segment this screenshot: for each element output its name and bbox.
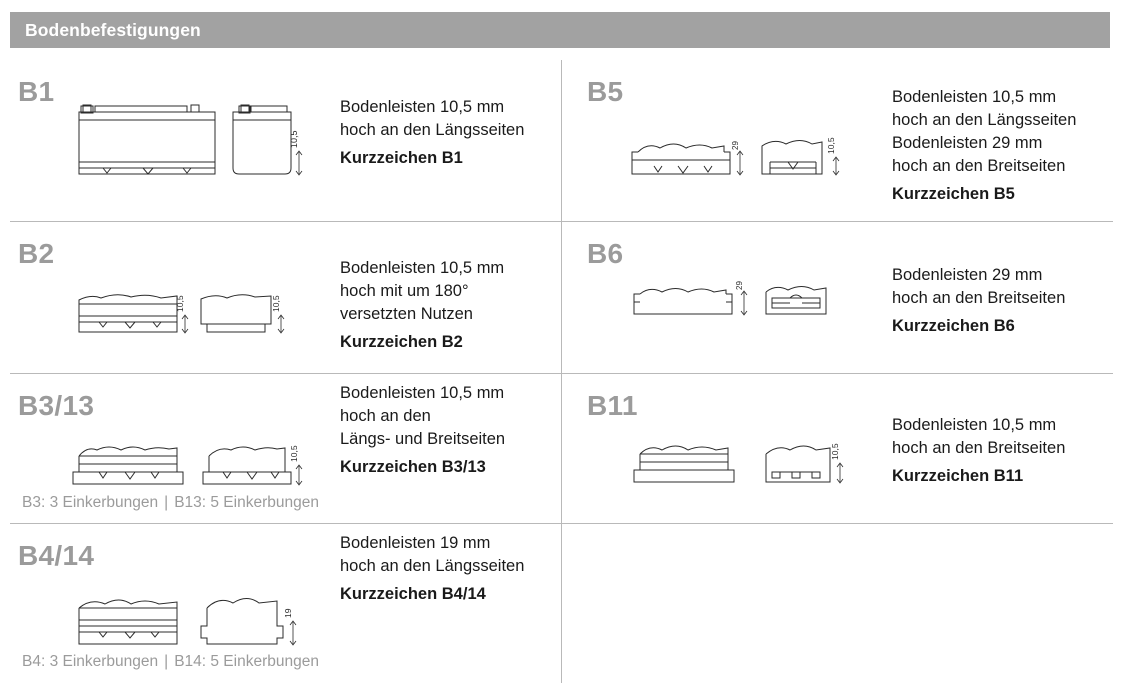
footnote-separator: | [164,653,169,670]
row-description [340,96,565,170]
footnote-separator: | [164,494,169,511]
row-code-label: B2 [18,238,55,269]
row-code-label: B11 [587,390,638,421]
svg-text:10,5: 10,5 [289,130,299,148]
battery-base-diagram-b4-14 [65,582,315,654]
grid-column-right [561,60,1113,683]
desc-line: Bodenleisten 10,5 mm [892,416,1057,434]
desc-line: Bodenleisten 10,5 mm [892,88,1057,106]
table-row [562,60,1113,222]
desc-line: hoch an den Breitseiten [892,289,1066,307]
svg-text:10,5: 10,5 [826,137,836,154]
table-row [10,524,561,683]
desc-line: Bodenleisten 29 mm [892,266,1043,284]
footnote-right: B13: 5 Einkerbungen [174,494,319,511]
fastening-types-grid [10,60,1110,683]
battery-base-diagram-b2 [65,274,315,344]
desc-line: hoch an den [340,407,431,425]
desc-line: Bodenleisten 10,5 mm [340,384,505,402]
desc-line: Bodenleisten 29 mm [892,134,1043,152]
table-row [10,374,561,524]
desc-line: Bodenleisten 10,5 mm [340,259,505,277]
footnote-left: B3: 3 Einkerbungen [22,494,159,511]
svg-text:29: 29 [735,281,744,290]
desc-line: Bodenleisten 10,5 mm [340,98,505,116]
short-code-label: Kurzzeichen B2 [340,333,463,351]
footnote-right: B14: 5 Einkerbungen [174,653,319,670]
short-code-label: Kurzzeichen B3/13 [340,458,486,476]
table-row [562,222,1113,374]
desc-line: hoch an den Breitseiten [892,439,1066,457]
short-code-label: Kurzzeichen B11 [892,467,1024,485]
row-description [340,532,565,606]
footnote-left: B4: 3 Einkerbungen [22,653,159,670]
battery-base-diagram-b6 [620,272,870,332]
svg-text:10,5: 10,5 [830,443,840,460]
row-description [340,382,565,479]
row-description [892,414,1122,488]
desc-line: Längs- und Breitseiten [340,430,506,448]
desc-line: hoch an den Breitseiten [892,157,1066,175]
grid-column-left [10,60,561,683]
table-row-empty [562,524,1113,683]
row-code-label: B6 [587,238,624,269]
row-code-label: B1 [18,76,55,107]
battery-base-diagram-b11 [620,424,870,496]
desc-line: hoch an den Längsseiten [340,557,525,575]
row-description [340,257,565,354]
desc-line: Bodenleisten 19 mm [340,534,491,552]
svg-text:29: 29 [731,141,740,150]
battery-base-diagram-b1 [65,90,315,200]
table-row [562,374,1113,524]
page-title: Bodenbefestigungen [25,19,201,40]
svg-text:10,5: 10,5 [289,445,299,462]
row-footnote [22,494,319,512]
row-description [892,264,1122,338]
desc-line: hoch an den Längsseiten [340,121,525,139]
short-code-label: Kurzzeichen B5 [892,185,1015,203]
desc-line: hoch an den Längsseiten [892,111,1077,129]
svg-text:10,5: 10,5 [271,295,281,312]
row-code-label: B4/14 [18,540,95,571]
svg-text:19: 19 [283,608,293,618]
short-code-label: Kurzzeichen B6 [892,317,1015,335]
table-row [10,60,561,222]
row-description [892,86,1122,206]
desc-line: versetzten Nutzen [340,305,473,323]
battery-base-diagram-b5 [620,128,870,192]
short-code-label: Kurzzeichen B4/14 [340,585,486,603]
row-code-label: B3/13 [18,390,95,421]
table-row [10,222,561,374]
battery-base-diagram-b3-13 [65,422,315,494]
short-code-label: Kurzzeichen B1 [340,149,463,167]
row-code-label: B5 [587,76,624,107]
section-header-bar [10,12,1110,48]
row-footnote [22,653,319,671]
desc-line: hoch mit um 180° [340,282,469,300]
svg-text:10,5: 10,5 [175,295,185,312]
